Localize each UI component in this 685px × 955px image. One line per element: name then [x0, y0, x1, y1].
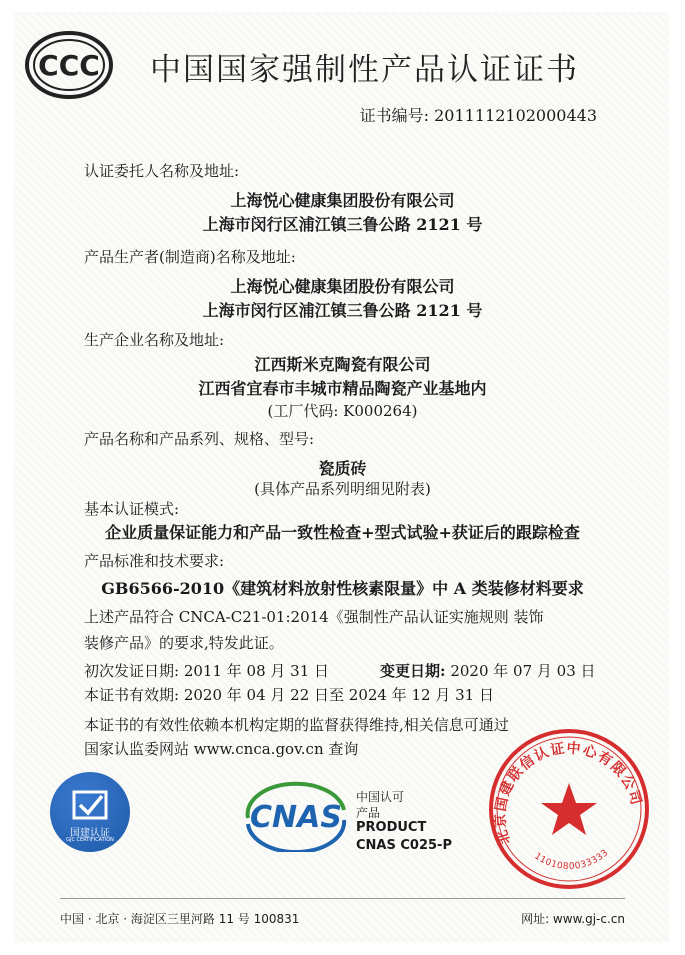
standard-value: GB6566-2010《建筑材料放射性核素限量》中 A 类装修材料要求 [101, 579, 584, 598]
red-seal [486, 726, 652, 892]
first-issue-date [84, 660, 329, 681]
gjc-badge [50, 772, 130, 852]
gjc-label-cn: 国建认证 [70, 828, 110, 839]
manufacturer-address: 上海市闵行区浦江镇三鲁公路 2121 号 [202, 301, 483, 320]
seal-star-icon [541, 783, 597, 835]
validity-date [84, 684, 494, 705]
svg-text:1101080033333: 1101080033333 [532, 847, 611, 873]
footer-divider [60, 898, 625, 899]
factory-code: (工厂代码: K000264) [267, 402, 418, 420]
cnas-code: CNAS C025-P [356, 838, 452, 853]
factory-label: 生产企业名称及地址: [84, 331, 225, 349]
cnas-en: PRODUCT [356, 820, 427, 835]
product-note: (具体产品系列明细见附表) [254, 480, 431, 498]
mode-value: 企业质量保证能力和产品一致性检查+型式试验+获证后的跟踪检查 [105, 523, 580, 542]
footer-website: 网址: www.gj-c.cn [521, 912, 625, 926]
manufacturer-name: 上海悦心健康集团股份有限公司 [230, 277, 455, 296]
first-issue-value: 2011 年 08 月 31 日 [183, 662, 330, 680]
ccc-logo [24, 30, 114, 100]
factory-address: 江西省宜春市丰城市精品陶瓷产业基地内 [198, 379, 487, 398]
change-value: 2020 年 07 月 03 日 [450, 662, 596, 680]
change-label: 变更日期: [380, 662, 446, 680]
page-title: 中国国家强制性产品认证证书 [150, 52, 579, 88]
first-issue-label: 初次发证日期: [84, 662, 180, 680]
product-label: 产品名称和产品系列、规格、型号: [84, 430, 315, 448]
manufacturer-label: 产品生产者(制造商)名称及地址: [84, 248, 296, 266]
mode-label: 基本认证模式: [84, 500, 180, 518]
cert-number-label: 证书编号: [359, 106, 430, 125]
client-address: 上海市闵行区浦江镇三鲁公路 2121 号 [202, 215, 483, 234]
cnas-cn1: 中国认可 [356, 790, 405, 804]
cert-number [360, 103, 597, 126]
cnas-badge [238, 780, 354, 852]
factory-name: 江西斯米克陶瓷有限公司 [254, 355, 431, 374]
client-name: 上海悦心健康集团股份有限公司 [230, 191, 455, 210]
cnas-logo-text: CNAS [250, 800, 342, 835]
cnas-cn2: 产品 [356, 806, 381, 820]
validity-label: 本证书有效期: [84, 686, 180, 704]
validity-value: 2020 年 04 月 22 日至 2024 年 12 月 31 日 [183, 686, 494, 704]
validity-note-line2: 国家认监委网站 www.cnca.gov.cn 查询 [84, 740, 359, 758]
ccc-logo-text: CCC [38, 49, 100, 82]
gjc-label-en: GJC CERTIFICATION [66, 837, 114, 843]
product-name: 瓷质砖 [318, 459, 367, 478]
validity-note-line1: 本证书的有效性依赖本机构定期的监督获得维持,相关信息可通过 [84, 716, 509, 734]
conformity-line1: 上述产品符合 CNCA-C21-01:2014《强制性产品认证实施规则 装饰 [84, 608, 544, 626]
conformity-line2: 装修产品》的要求,特发此证。 [84, 634, 284, 652]
client-label: 认证委托人名称及地址: [84, 162, 240, 180]
footer-address: 中国 · 北京 · 海淀区三里河路 11 号 100831 [60, 912, 300, 926]
change-date [380, 660, 596, 681]
svg-text:北京国建联信认证中心有限公司: 北京国建联信认证中心有限公司 [492, 740, 645, 847]
cert-number-value: 2011112102000443 [434, 106, 597, 125]
standard-label: 产品标准和技术要求: [84, 552, 225, 570]
